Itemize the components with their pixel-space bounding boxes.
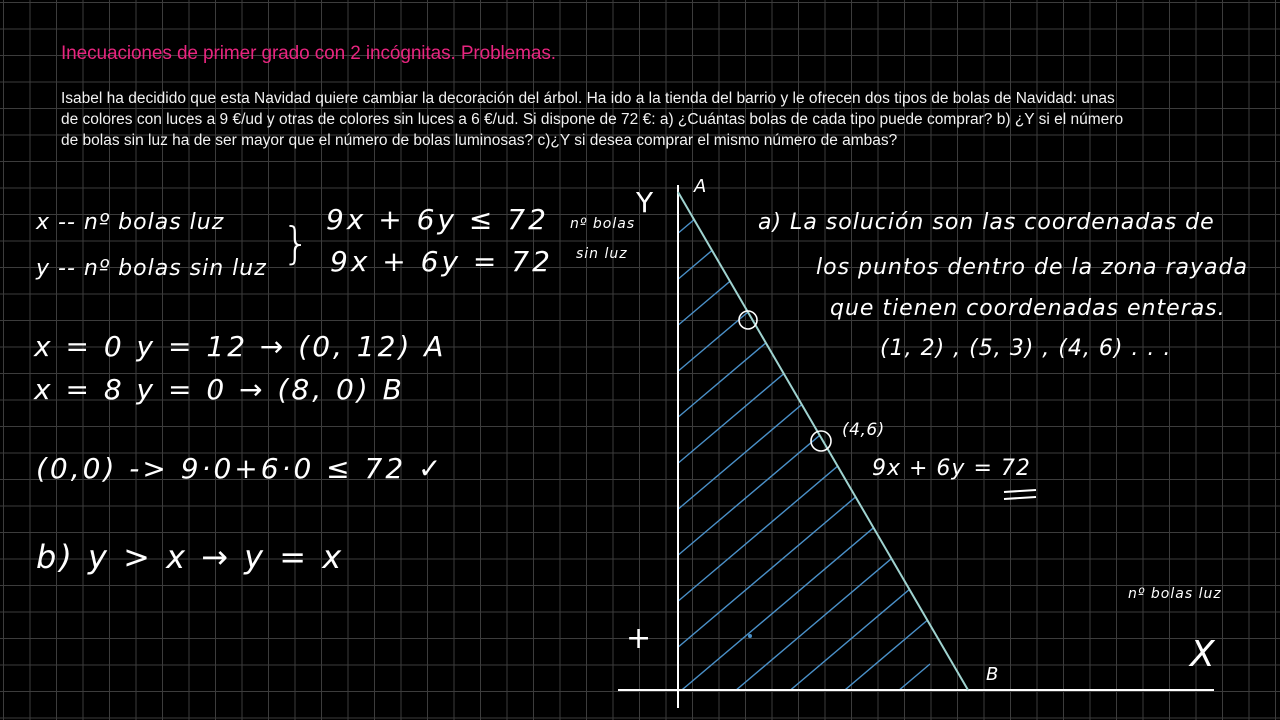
hatch-line xyxy=(670,112,930,332)
vertex-b-label: B xyxy=(986,664,999,685)
dot-marker xyxy=(748,634,752,638)
origin-check: (0,0) -> 9·0+6·0 ≤ 72 ✓ xyxy=(36,452,445,485)
hatch-line xyxy=(670,204,930,424)
graph-point-label: (4,6) xyxy=(842,420,885,440)
underline-2 xyxy=(1004,497,1036,499)
hatch-line xyxy=(670,710,930,720)
answer-a-points: (1, 2) , (5, 3) , (4, 6) . . . xyxy=(880,336,1172,361)
underline-1 xyxy=(1004,490,1036,492)
hatched-region xyxy=(670,20,930,720)
brace-icon: } xyxy=(282,218,313,269)
variable-x-definition: x -- nº bolas luz xyxy=(36,210,225,235)
hatch-line xyxy=(670,388,930,608)
graph-equation-label: 9x + 6y = 72 xyxy=(872,456,1031,481)
hatch-line xyxy=(670,342,930,562)
hatch-line xyxy=(670,158,930,378)
lesson-title: Inecuaciones de primer grado con 2 incógnitas. Problemas. xyxy=(61,43,556,64)
vertex-a-label: A xyxy=(694,176,707,197)
boundary-line xyxy=(678,192,968,690)
plus-sign: + xyxy=(626,621,652,656)
point-a-calculation: x = 0 y = 12 → (0, 12) A xyxy=(34,330,447,363)
hatch-line xyxy=(670,480,930,700)
hatch-line xyxy=(670,20,930,240)
y-axis-label: Y xyxy=(636,186,654,219)
inequality: 9x + 6y ≤ 72 xyxy=(326,203,549,236)
boundary-equation: 9x + 6y = 72 xyxy=(330,245,553,278)
hatch-line xyxy=(670,434,930,654)
hatch-line xyxy=(670,572,930,720)
hatch-line xyxy=(670,250,930,470)
problem-line-3: de bolas sin luz ha de ser mayor que el número de bolas luminosas? c)¿Y si desea comprar el mismo número de ambas? xyxy=(61,132,898,149)
problem-line-1: Isabel ha decidido que esta Navidad quiere cambiar la decoración del árbol. Ha ido a la tienda del barrio y le ofrecen dos tipos de bolas de Navidad: unas xyxy=(61,90,1115,107)
hatch-line xyxy=(670,664,930,720)
answer-a-line-1: a) La solución son las coordenadas de xyxy=(758,210,1215,235)
variable-y-definition: y -- nº bolas sin luz xyxy=(36,256,267,281)
x-axis-meaning: nº bolas luz xyxy=(1128,586,1222,602)
part-b-statement: b) y > x → y = x xyxy=(36,538,345,576)
hatch-line xyxy=(670,296,930,516)
y-axis-meaning-line-1: nº bolas xyxy=(570,216,636,232)
hatch-line xyxy=(670,618,930,720)
x-axis-label: X xyxy=(1190,634,1215,675)
y-axis-meaning-line-2: sin luz xyxy=(576,246,628,262)
point-b-calculation: x = 8 y = 0 → (8, 0) B xyxy=(34,373,405,406)
answer-a-line-2: los puntos dentro de la zona rayada xyxy=(816,255,1248,280)
problem-line-2: de colores con luces a 9 €/ud y otras de colores sin luces a 6 €/ud. Si dispone de 72 €: a) ¿Cuántas bolas de cada tipo puede comprar? b) ¿Y si el número xyxy=(61,111,1124,128)
hatch-line xyxy=(670,66,930,286)
answer-a-line-3: que tienen coordenadas enteras. xyxy=(830,296,1226,321)
